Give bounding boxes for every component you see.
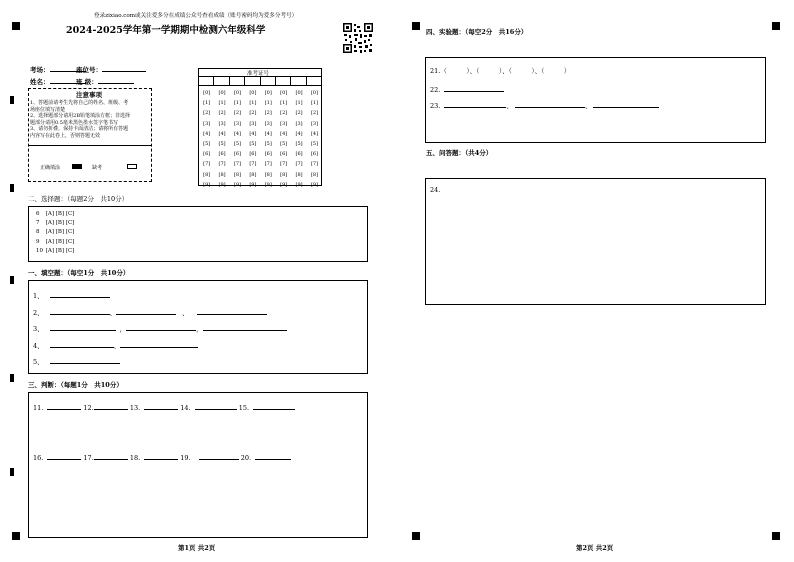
registration-mark	[412, 532, 420, 540]
ticket-digit-bubble[interactable]: [7]	[310, 161, 319, 168]
side-mark	[10, 96, 14, 104]
ticket-digit-bubble[interactable]: [2]	[218, 110, 226, 117]
ticket-digit-bubble[interactable]: [7]	[280, 161, 288, 168]
ticket-digit-bubble[interactable]: [1]	[295, 100, 303, 107]
ticket-digit-bubble[interactable]: [0]	[264, 90, 272, 96]
ticket-digit-bubble[interactable]: [7]	[218, 161, 226, 168]
ticket-digit-bubble[interactable]: [9]	[264, 181, 272, 188]
ticket-digit-bubble[interactable]: [0]	[249, 90, 257, 96]
exam-title: 2024-2025学年第一学期期中检测六年级科学	[66, 25, 266, 36]
ticket-digit-bubble[interactable]: [0]	[310, 90, 319, 96]
ticket-digit-bubble[interactable]: [5]	[249, 140, 257, 147]
correct-fill-label: 正确填涂	[40, 165, 61, 171]
ticket-digit-bubble[interactable]: [9]	[203, 181, 211, 188]
ticket-digit-bubble[interactable]: [0]	[295, 90, 303, 96]
registration-mark	[412, 22, 420, 30]
qa-box	[425, 178, 766, 305]
ticket-digit-bubble[interactable]: [7]	[295, 161, 303, 168]
exp-q21[interactable]: 21.（ ）、（ ）、（ ）、（ ）	[430, 67, 571, 75]
fill-item-4[interactable]: 4、 、	[33, 339, 198, 350]
ticket-digit-bubble[interactable]: [6]	[280, 151, 288, 158]
fill-item-5[interactable]: 5、	[33, 355, 120, 366]
choice-row-7[interactable]: 7 [A] [B] [C]	[36, 220, 75, 227]
judge-row-2[interactable]: 16. 17. 18. 19. 20.	[33, 451, 291, 462]
ticket-digit-bubble[interactable]: [8]	[310, 171, 319, 178]
choice-row-9[interactable]: 9 [A] [B] [C]	[36, 238, 75, 245]
ticket-column-divider	[275, 77, 276, 86]
ticket-digit-bubble[interactable]: [2]	[249, 110, 257, 117]
ticket-digit-bubble[interactable]: [9]	[295, 181, 303, 188]
registration-mark	[772, 532, 780, 540]
ticket-digit-bubble[interactable]: [3]	[264, 120, 272, 127]
ticket-column	[214, 88, 229, 190]
ticket-digit-bubble[interactable]: [5]	[203, 140, 211, 147]
ticket-digit-bubble[interactable]: [8]	[295, 171, 303, 178]
ticket-digit-bubble[interactable]: [6]	[233, 151, 242, 158]
ticket-digit-bubble[interactable]: [4]	[233, 130, 242, 137]
exp-q23[interactable]: 23. 、 、	[430, 99, 659, 110]
correct-fill-sample	[72, 164, 82, 169]
ticket-digit-bubble[interactable]: [2]	[264, 110, 272, 117]
notice-title: 注意事项	[76, 91, 102, 99]
ticket-digit-bubble[interactable]: [7]	[249, 161, 257, 168]
ticket-digit-bubble[interactable]: [8]	[218, 171, 226, 178]
fill-item-3[interactable]: 3、 ， ，	[33, 322, 287, 333]
ticket-digit-bubble[interactable]: [7]	[233, 161, 242, 168]
ticket-digit-bubble[interactable]: [6]	[203, 151, 211, 158]
judge-box	[28, 392, 368, 538]
ticket-digit-bubble[interactable]: [4]	[280, 130, 288, 137]
ticket-digit-bubble[interactable]: [7]	[203, 161, 211, 168]
ticket-digit-bubble[interactable]: [0]	[218, 90, 226, 96]
ticket-digit-bubble[interactable]: [1]	[280, 100, 288, 107]
ticket-digit-bubble[interactable]: [1]	[218, 100, 226, 107]
ticket-digit-bubble[interactable]: [0]	[203, 90, 211, 96]
ticket-digit-bubble[interactable]: [5]	[295, 140, 303, 147]
ticket-digit-bubble[interactable]: [3]	[218, 120, 226, 127]
page-footer-left: 第1页 共2页	[178, 544, 216, 552]
ticket-digit-bubble[interactable]: [3]	[280, 120, 288, 127]
ticket-digit-bubble[interactable]: [4]	[264, 130, 272, 137]
exp-section-title: 四、实验题：（每空2分 共16分）	[426, 28, 528, 36]
ticket-digit-bubble[interactable]: [6]	[249, 151, 257, 158]
ticket-digit-bubble[interactable]: [2]	[280, 110, 288, 117]
ticket-digit-bubble[interactable]: [9]	[249, 181, 257, 188]
ticket-column	[230, 88, 245, 190]
ticket-digit-bubble[interactable]: [5]	[310, 140, 319, 147]
ticket-digit-bubble[interactable]: [6]	[295, 151, 303, 158]
ticket-digit-bubble[interactable]: [2]	[233, 110, 242, 117]
ticket-digit-bubble[interactable]: [9]	[218, 181, 226, 188]
ticket-digit-bubble[interactable]: [3]	[310, 120, 319, 127]
choice-row-10[interactable]: 10 [A] [B] [C]	[36, 247, 75, 254]
ticket-digit-bubble[interactable]: [3]	[233, 120, 242, 127]
ticket-digit-bubble[interactable]: [1]	[264, 100, 272, 107]
ticket-digit-bubble[interactable]: [4]	[295, 130, 303, 137]
side-mark	[10, 276, 14, 284]
ticket-column-divider	[229, 77, 230, 86]
ticket-digit-bubble[interactable]: [0]	[280, 90, 288, 96]
choice-row-6[interactable]: 6 [A] [B] [C]	[36, 211, 75, 217]
ticket-digit-bubble[interactable]: [1]	[249, 100, 257, 107]
ticket-digit-bubble[interactable]: [4]	[203, 130, 211, 137]
notice-divider	[28, 145, 152, 146]
side-mark	[10, 374, 14, 382]
ticket-digit-bubble[interactable]: [4]	[218, 130, 226, 137]
ticket-column	[261, 88, 276, 190]
judge-row-1[interactable]: 11. 12. 13. 14. 15.	[33, 401, 295, 412]
side-mark	[10, 184, 14, 192]
fill-item-1[interactable]: 1、	[33, 289, 110, 300]
ticket-digit-bubble[interactable]: [9]	[310, 181, 319, 188]
field-xingming[interactable]: 姓名：	[30, 75, 86, 86]
field-banji[interactable]: 班 级：	[76, 75, 134, 86]
ticket-digit-bubble[interactable]: [0]	[233, 90, 242, 96]
field-zuowei[interactable]: 座位号：	[76, 63, 146, 74]
fill-item-2[interactable]: 2、 、 、	[33, 306, 267, 317]
ticket-digit-bubble[interactable]: [6]	[264, 151, 272, 158]
header-note: 登录zixiao.com或关注爱多分在成绩公众号查看成绩（账号密码均为爱多分考号）	[94, 13, 298, 19]
ticket-column	[276, 88, 291, 190]
ticket-digit-bubble[interactable]: [4]	[249, 130, 257, 137]
ticket-digit-bubble[interactable]: [8]	[249, 171, 257, 178]
registration-mark	[12, 532, 20, 540]
ticket-digit-bubble[interactable]: [1]	[233, 100, 242, 107]
ticket-digit-bubble[interactable]: [3]	[295, 120, 303, 127]
ticket-digit-bubble[interactable]: [3]	[249, 120, 257, 127]
ticket-column-divider	[260, 77, 261, 86]
ticket-digit-bubble[interactable]: [9]	[233, 181, 242, 188]
ticket-column	[291, 88, 306, 190]
ticket-digit-bubble[interactable]: [6]	[310, 151, 319, 158]
choice-box	[28, 206, 368, 262]
page-footer-right: 第2页 共2页	[576, 544, 614, 552]
field-kaochang[interactable]: 考场：	[30, 63, 86, 74]
registration-mark	[12, 22, 20, 30]
ticket-digit-bubble[interactable]: [8]	[203, 171, 211, 178]
judge-section-title: 三、判断：（每题1分 共10分）	[28, 381, 123, 389]
ticket-digit-bubble[interactable]: [8]	[264, 171, 272, 178]
side-mark	[10, 468, 14, 476]
ticket-digit-bubble[interactable]: [5]	[264, 140, 272, 147]
ticket-column	[307, 88, 322, 190]
ticket-digit-bubble[interactable]: [2]	[295, 110, 303, 117]
ticket-digit-bubble[interactable]: [5]	[233, 140, 242, 147]
registration-mark	[772, 22, 780, 30]
ticket-column	[245, 88, 260, 190]
ticket-digit-bubble[interactable]: [2]	[203, 110, 211, 117]
qa-q24[interactable]: 24.	[430, 186, 441, 194]
qr-code-icon	[342, 22, 374, 54]
ticket-digit-bubble[interactable]: [7]	[264, 161, 272, 168]
ticket-title: 准考证号	[247, 71, 270, 77]
absent-checkbox[interactable]	[127, 164, 137, 169]
ticket-digit-bubble[interactable]: [8]	[233, 171, 242, 178]
qa-section-title: 五、问答题：（共4分）	[426, 149, 493, 157]
ticket-digit-bubble[interactable]: [4]	[310, 130, 319, 137]
ticket-digit-bubble[interactable]: [3]	[203, 120, 211, 127]
choice-rows	[36, 210, 74, 256]
ticket-digit-bubble[interactable]: [2]	[310, 110, 319, 117]
notice-lines: 1、答题前请考生先将自己的姓名、班级、考 场座位填写清楚 2、选择题部分请用2B铅笔填涂方框；非选择 题部分请用0.5毫米黑色墨水签字笔书写 3、请勿折叠，保持卡面清洁；请将所有答题 内容写在此卷上，否则答题无效	[30, 100, 131, 139]
ticket-digit-bubble[interactable]: [8]	[280, 171, 288, 178]
choice-section-title: 二、选择题：（每题2分 共10分）	[28, 195, 129, 203]
ticket-column-divider	[306, 77, 307, 86]
exp-q22[interactable]: 22.	[430, 83, 504, 94]
ticket-digit-bubble[interactable]: [5]	[280, 140, 288, 147]
ticket-digit-bubble[interactable]: [1]	[203, 100, 211, 107]
ticket-column-divider	[213, 77, 214, 86]
absent-label: 缺考	[92, 165, 103, 171]
fill-section-title: 一、填空题：（每空1分 共10分）	[28, 269, 130, 277]
choice-row-8[interactable]: 8 [A] [B] [C]	[36, 229, 75, 236]
ticket-column	[199, 88, 214, 190]
ticket-column-divider	[244, 77, 245, 86]
ticket-digit-bubble[interactable]: [5]	[218, 140, 226, 147]
ticket-digit-bubble[interactable]: [6]	[218, 151, 226, 158]
ticket-column-divider	[290, 77, 291, 86]
ticket-digit-bubble[interactable]: [1]	[310, 100, 319, 107]
ticket-digit-bubble[interactable]: [9]	[280, 181, 288, 188]
